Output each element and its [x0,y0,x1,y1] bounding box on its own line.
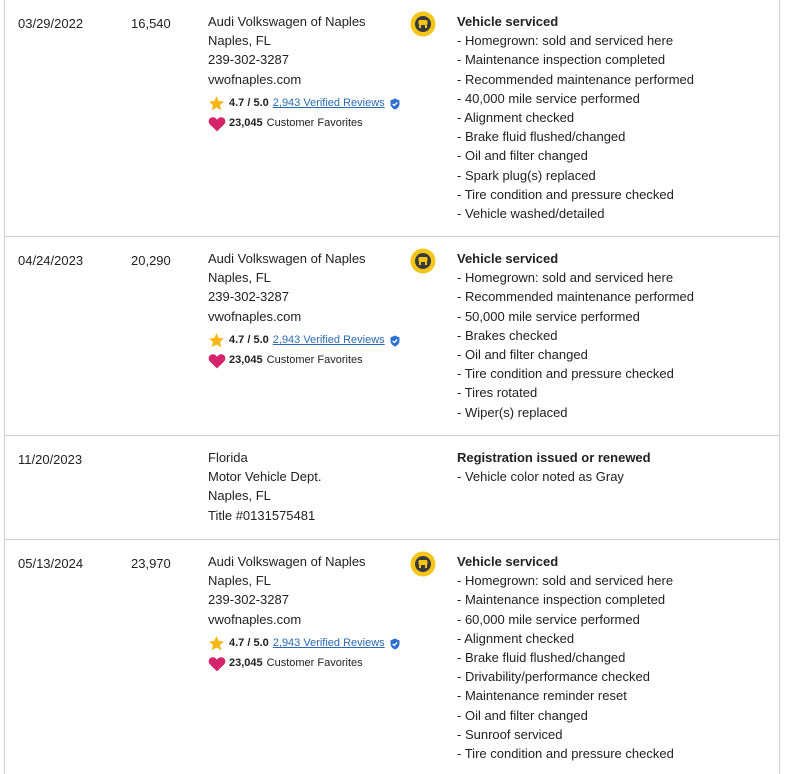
verified-check-icon [389,638,401,650]
heart-icon [208,655,226,672]
service-item-list [457,31,694,223]
star-icon [208,95,225,112]
service-item: - Oil and filter changed [457,345,694,364]
customer-favorites [208,351,401,371]
source-name[interactable]: Audi Volkswagen of Naples [208,14,366,29]
service-item: - Recommended maintenance performed [457,70,694,89]
history-record [5,0,779,237]
record-details [457,249,694,422]
verified-reviews-link[interactable]: 2,943 Verified Reviews [272,637,385,650]
service-item: - 60,000 mile service performed [457,610,674,629]
service-item: - Oil and filter changed [457,706,674,725]
source-state: Florida [208,450,248,465]
customer-favorites [208,114,401,134]
source-location: Naples, FL [208,488,271,504]
record-date: 04/24/2023 [18,253,84,268]
record-details [457,12,694,223]
favorites-count: 23,045 [229,354,263,367]
service-item: - Recommended maintenance performed [457,287,694,306]
source-website[interactable]: vwofnaples.com [208,71,302,87]
service-item: - Wiper(s) replaced [457,403,694,422]
source-rating [208,634,401,654]
service-item: - Oil and filter changed [457,146,694,165]
customer-favorites [208,654,401,674]
record-source [208,552,401,674]
service-item: - Spark plug(s) replaced [457,166,694,185]
service-item: - Vehicle washed/detailed [457,204,694,223]
service-item: - Maintenance inspection completed [457,590,674,609]
record-details [457,552,674,763]
service-item: - Tire condition and pressure checked [457,364,694,383]
service-item-list [457,268,694,422]
source-name[interactable]: Audi Volkswagen of Naples [208,251,366,266]
favorites-count: 23,045 [229,117,263,130]
record-mileage: 20,290 [131,253,171,268]
service-shop-badge-icon [410,551,436,577]
service-item: - Tire condition and pressure checked [457,744,674,763]
service-item: - Alignment checked [457,108,694,127]
history-record [5,436,779,540]
source-phone: 239-302-3287 [208,592,289,608]
record-date: 03/29/2022 [18,16,84,31]
service-item-list [457,467,651,486]
favorites-label: Customer Favorites [266,117,363,130]
heart-icon [208,115,226,132]
source-phone: 239-302-3287 [208,289,289,305]
source-website[interactable]: vwofnaples.com [208,308,302,324]
service-item: - Brake fluid flushed/changed [457,648,674,667]
history-record [5,540,779,774]
rating-score: 4.7 / 5.0 [229,334,269,347]
favorites-label: Customer Favorites [266,657,363,670]
service-item: - Tires rotated [457,383,694,402]
service-history-table [4,0,780,774]
service-item: - Tire condition and pressure checked [457,185,694,204]
source-title-number: Title #0131575481 [208,507,316,523]
service-shop-badge-icon [410,248,436,274]
verified-check-icon [389,98,401,110]
heart-icon [208,352,226,369]
record-mileage: 16,540 [131,16,171,31]
source-location: Naples, FL [208,33,271,49]
record-source [208,448,321,525]
source-agency: Motor Vehicle Dept. [208,469,322,485]
rating-score: 4.7 / 5.0 [229,97,269,110]
service-item: - Brake fluid flushed/changed [457,127,694,146]
verified-reviews-link[interactable]: 2,943 Verified Reviews [272,334,385,347]
star-icon [208,332,225,349]
history-record [5,237,779,436]
event-title: Vehicle serviced [457,554,559,569]
service-item: - Maintenance inspection completed [457,50,694,69]
service-item: - Brakes checked [457,326,694,345]
record-source [208,12,401,134]
record-date: 11/20/2023 [18,452,83,467]
source-location: Naples, FL [208,573,271,589]
record-mileage: 23,970 [131,556,171,571]
service-item: - Sunroof serviced [457,725,674,744]
event-title: Vehicle serviced [457,251,559,266]
service-item: - 50,000 mile service performed [457,307,694,326]
favorites-count: 23,045 [229,657,263,670]
service-item: - Drivability/performance checked [457,667,674,686]
star-icon [208,635,225,652]
source-rating [208,331,401,351]
rating-score: 4.7 / 5.0 [229,637,269,650]
service-item: - Alignment checked [457,629,674,648]
service-item: - Homegrown: sold and serviced here [457,268,694,287]
source-website[interactable]: vwofnaples.com [208,611,302,627]
service-item: - Homegrown: sold and serviced here [457,571,674,590]
favorites-label: Customer Favorites [266,354,363,367]
source-rating [208,94,401,114]
source-name[interactable]: Audi Volkswagen of Naples [208,554,366,569]
service-item: - Maintenance reminder reset [457,686,674,705]
source-phone: 239-302-3287 [208,52,289,68]
service-item-list [457,571,674,763]
event-title: Registration issued or renewed [457,450,651,465]
record-source [208,249,401,371]
verified-check-icon [389,335,401,347]
record-date: 05/13/2024 [18,556,84,571]
event-title: Vehicle serviced [457,14,559,29]
verified-reviews-link[interactable]: 2,943 Verified Reviews [272,97,385,110]
service-shop-badge-icon [410,11,436,37]
service-item: - Homegrown: sold and serviced here [457,31,694,50]
record-details [457,448,651,486]
service-item: - 40,000 mile service performed [457,89,694,108]
service-item: - Vehicle color noted as Gray [457,467,651,486]
source-location: Naples, FL [208,270,271,286]
